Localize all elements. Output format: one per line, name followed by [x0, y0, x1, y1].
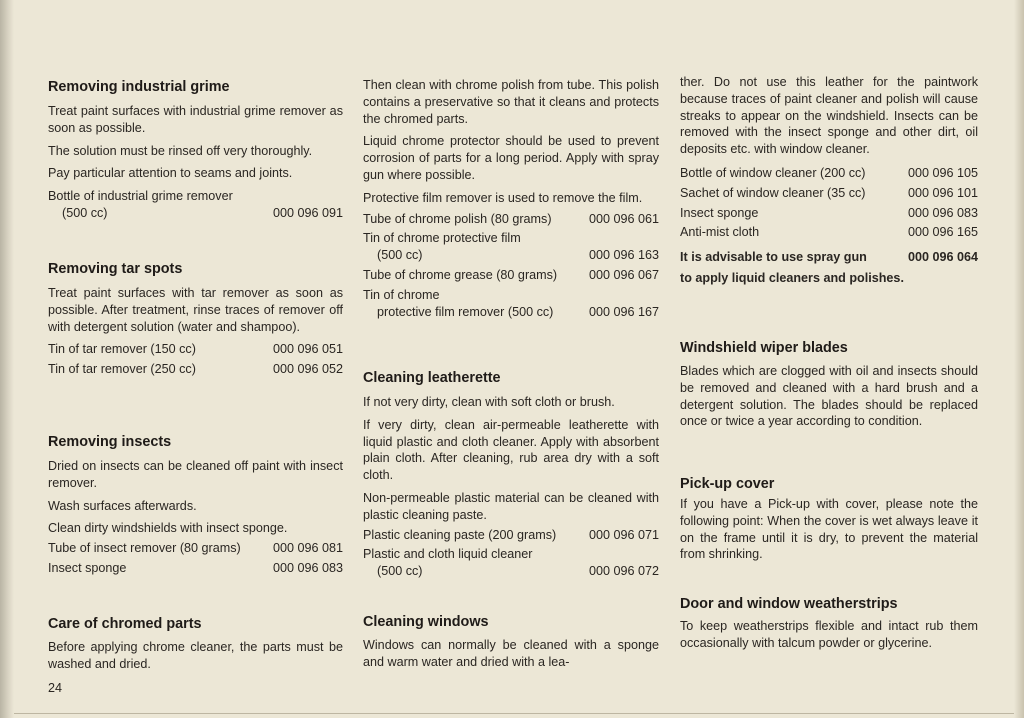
- paragraph: Treat paint surfaces with tar remover as soon as possible. After treatment, rinse traces of remover off with detergent solution (water and shampoo).: [48, 286, 343, 334]
- section-title: Care of chromed parts: [48, 616, 202, 632]
- paragraph: Treat paint surfaces with industrial grime remover as soon as possible.: [48, 104, 343, 135]
- paragraph: Wash surfaces afterwards.: [48, 498, 197, 513]
- part-number: 000 096 071: [588, 527, 659, 542]
- part-number: 000 096 163: [588, 248, 659, 263]
- product-item: [48, 361, 343, 378]
- product-item: [363, 211, 659, 228]
- advice-text: It is advisable to use spray gun: [680, 250, 867, 265]
- product-item: [363, 563, 659, 580]
- part-number: 000 096 165: [907, 225, 978, 240]
- section-pickup-cover: [680, 475, 978, 563]
- part-number: 000 096 067: [588, 267, 659, 282]
- product-name: Tube of chrome polish (80 grams): [363, 211, 552, 226]
- paragraph: Blades which are clogged with oil and insects should be removed and cleaned with a hard brush and a detergent solution. The blades should be replaced once or twice a year according to condition.: [680, 364, 978, 429]
- product-name: Anti-mist cloth: [680, 225, 760, 240]
- paragraph: If you have a Pick-up with cover, please note the following point: When the cover is wet always leave it on the frame until it is dry, to prevent the material from shrinking.: [680, 497, 978, 562]
- section-title: Cleaning windows: [363, 614, 489, 630]
- product-name: Tin of tar remover (250 cc): [48, 362, 196, 377]
- product-item: [680, 224, 978, 241]
- section-leatherette: [363, 369, 659, 580]
- product-item: [680, 165, 978, 182]
- section-title: Removing insects: [48, 434, 172, 450]
- paragraph: The solution must be rinsed off very thoroughly.: [48, 143, 313, 158]
- section-tar-spots: [48, 260, 343, 378]
- part-number: 000 096 167: [588, 304, 659, 319]
- paragraph: Before applying chrome cleaner, the parts must be washed and dried.: [48, 640, 343, 671]
- part-number: 000 096 052: [272, 362, 343, 377]
- paragraph: Dried on insects can be cleaned off paint with insect remover.: [48, 459, 343, 490]
- page-bottom-edge: [14, 713, 1014, 714]
- product-item: [48, 188, 343, 205]
- section-title: Door and window weatherstrips: [680, 596, 898, 612]
- part-number: 000 096 091: [272, 205, 343, 220]
- product-item: [363, 546, 659, 563]
- part-number: 000 096 101: [907, 185, 978, 200]
- page-edge-right: [1014, 0, 1024, 718]
- product-item: [363, 527, 659, 544]
- product-item: [48, 341, 343, 358]
- section-industrial-grime: [48, 78, 343, 222]
- paragraph: If very dirty, clean air-permeable leatherette with liquid plastic and cloth cleaner. Apply with absorbent plain cloth. After cleaning, rub area dry with a soft cloth.: [363, 417, 659, 483]
- product-size: protective film remover (500 cc): [377, 304, 554, 319]
- product-name: Tin of chrome: [363, 287, 440, 302]
- part-number: 000 096 064: [907, 250, 978, 265]
- product-name: Insect sponge: [48, 560, 127, 575]
- section-title: Cleaning leatherette: [363, 370, 501, 386]
- paragraph: Liquid chrome protector should be used to prevent corrosion of parts for a long period. Apply with spray gun where possible.: [363, 134, 659, 182]
- product-item: [363, 247, 659, 264]
- product-size: (500 cc): [377, 564, 423, 579]
- part-number: 000 096 061: [588, 211, 659, 226]
- section-title: Removing tar spots: [48, 261, 183, 277]
- product-item: [48, 205, 343, 222]
- product-item: [363, 267, 659, 284]
- paragraph: To keep weatherstrips flexible and intact rub them occasionally with talcum powder or glycerine.: [680, 619, 978, 650]
- product-name: Sachet of window cleaner (35 cc): [680, 185, 866, 200]
- part-number: 000 096 051: [272, 342, 343, 357]
- paragraph: Non-permeable plastic material can be cleaned with plastic cleaning paste.: [363, 490, 659, 522]
- page-number: 24: [48, 681, 63, 695]
- part-number: 000 096 081: [272, 541, 343, 556]
- product-size: (500 cc): [377, 248, 423, 263]
- advice-line: [680, 270, 978, 287]
- product-name: Insect sponge: [680, 205, 759, 220]
- paragraph: If not very dirty, clean with soft cloth or brush.: [363, 395, 615, 409]
- paragraph: Clean dirty windshields with insect sponge.: [48, 521, 288, 536]
- advice-text: to apply liquid cleaners and polishes.: [680, 270, 904, 285]
- product-name: Plastic and cloth liquid cleaner: [363, 547, 533, 562]
- product-item: [363, 287, 659, 304]
- part-number: 000 096 083: [272, 560, 343, 575]
- paragraph: ther. Do not use this leather for the paintwork because traces of paint cleaner and polish will cause streaks to appear on the windshield. Insects can be removed with the insect sponge and other dirt, oil deposits etc. with window cleaner.: [680, 75, 978, 157]
- product-item: [680, 185, 978, 202]
- product-name: Tin of chrome protective film: [363, 231, 521, 246]
- advice-line: [680, 249, 978, 266]
- product-item: [48, 540, 343, 557]
- paragraph: Then clean with chrome polish from tube. This polish contains a preservative so that it cleans and protects the chromed parts.: [363, 78, 659, 126]
- product-name: Bottle of industrial grime remover: [48, 189, 233, 204]
- product-size: (500 cc): [62, 205, 108, 220]
- section-cleaning-windows: [363, 613, 659, 671]
- product-name: Plastic cleaning paste (200 grams): [363, 527, 557, 542]
- paragraph: Protective film remover is used to remove the film.: [363, 190, 643, 205]
- section-chrome-continued: [363, 77, 659, 320]
- product-name: Tin of tar remover (150 cc): [48, 342, 196, 357]
- section-title: Pick-up cover: [680, 476, 775, 492]
- section-chromed-parts: [48, 615, 343, 673]
- product-item: [363, 230, 659, 247]
- section-title: Removing industrial grime: [48, 79, 230, 95]
- product-name: Tube of insect remover (80 grams): [48, 541, 241, 556]
- section-weatherstrips: [680, 595, 978, 652]
- section-wiper-blades: [680, 339, 978, 430]
- section-windows-continued: [680, 74, 978, 287]
- paragraph: Windows can normally be cleaned with a sponge and warm water and dried with a lea-: [363, 638, 659, 669]
- part-number: 000 096 105: [907, 165, 978, 180]
- section-title: Windshield wiper blades: [680, 340, 848, 356]
- product-name: Bottle of window cleaner (200 cc): [680, 165, 866, 180]
- page-edge-left: [0, 0, 14, 718]
- product-name: Tube of chrome grease (80 grams): [363, 267, 558, 282]
- paragraph: Pay particular attention to seams and joints.: [48, 166, 293, 181]
- part-number: 000 096 072: [588, 564, 659, 579]
- part-number: 000 096 083: [907, 205, 978, 220]
- product-item: [48, 560, 343, 577]
- product-item: [680, 205, 978, 222]
- section-insects: [48, 433, 343, 577]
- product-item: [363, 304, 659, 321]
